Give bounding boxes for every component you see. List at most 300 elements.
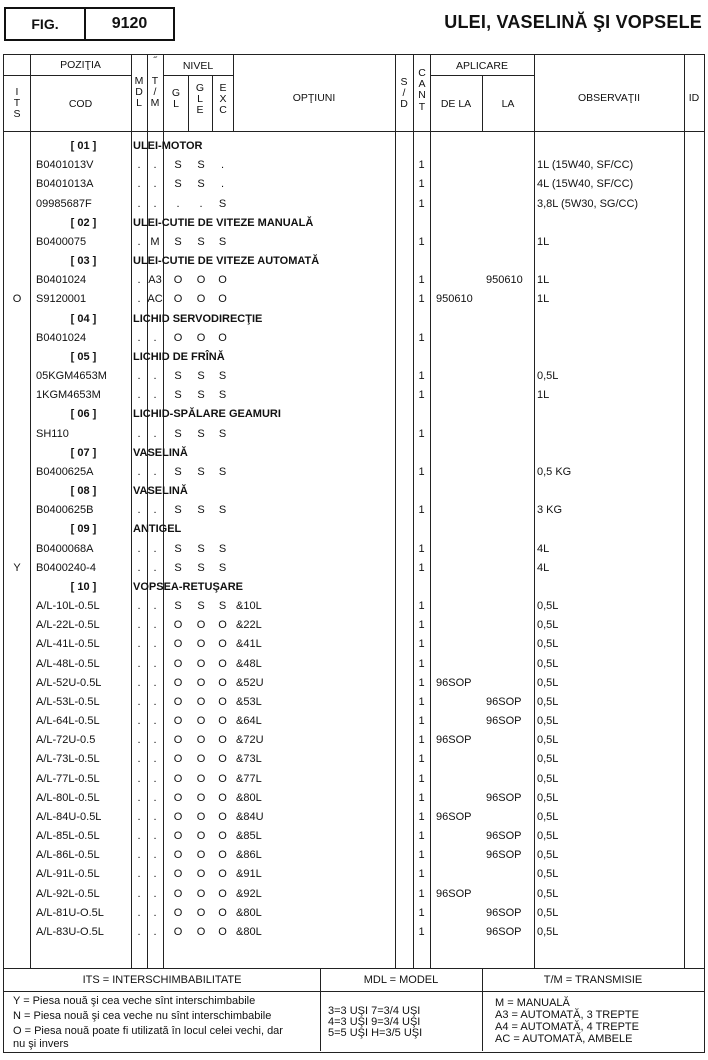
cell-cant: 1	[418, 849, 425, 862]
its-legend-line: Y = Piesa nouă şi cea veche sînt interschimbabile	[13, 995, 256, 1007]
cell-exc: S	[218, 370, 227, 383]
cell-gle: .	[199, 197, 203, 210]
cell-exc: S	[218, 389, 227, 402]
cell-from: 96SOP	[436, 810, 472, 823]
cell-tm: .	[153, 178, 157, 191]
cell-obs: 0,5L	[537, 810, 559, 823]
cell-mdl: .	[137, 791, 141, 804]
cell-obs: 4L	[537, 561, 550, 574]
cell-code: A/L-92L-0.5L	[36, 887, 100, 900]
cell-mdl: .	[137, 676, 141, 689]
cell-obs: 0,5L	[537, 370, 559, 383]
cell-exc: O	[218, 676, 227, 689]
cell-code: B0401013A	[36, 178, 94, 191]
cell-gle: O	[196, 868, 206, 881]
cell-exc: O	[218, 734, 227, 747]
cell-gl: O	[173, 638, 183, 651]
cell-obs: 0,5L	[537, 868, 559, 881]
cell-obs: 0,5L	[537, 887, 559, 900]
cell-opt: &22L	[236, 619, 262, 632]
cell-opt: &84U	[236, 810, 264, 823]
header-cod: COD	[68, 98, 93, 110]
cell-its: O	[12, 293, 22, 306]
cell-exc: O	[218, 810, 227, 823]
header-aplicare: APLICARE	[456, 60, 508, 72]
header-exc: E X C	[219, 82, 227, 117]
cell-code: S9120001	[36, 293, 87, 306]
cell-exc: S	[218, 504, 227, 517]
cell-exc: S	[218, 427, 227, 440]
cell-code: B0401013V	[36, 159, 94, 172]
cell-code: A/L-48L-0.5L	[36, 657, 100, 670]
cell-gle: S	[197, 600, 205, 613]
cell-gle: O	[196, 331, 206, 344]
cell-obs: 0,5L	[537, 657, 559, 670]
cell-gl: .	[176, 197, 180, 210]
cell-exc: O	[218, 906, 227, 919]
cell-exc: S	[218, 197, 227, 210]
cell-opt: &77L	[236, 772, 262, 785]
cell-opt: &10L	[236, 600, 262, 613]
cell-gle: O	[196, 791, 206, 804]
cell-gl: S	[174, 178, 182, 191]
section-code: [ 10 ]	[70, 580, 97, 593]
section-title: ULEI-MOTOR	[133, 140, 203, 152]
cell-code: A/L-53L-0.5L	[36, 695, 100, 708]
cell-code: A/L-52U-0.5L	[36, 676, 102, 689]
cell-tm: .	[153, 331, 157, 344]
cell-gle: O	[196, 619, 206, 632]
cell-cant: 1	[418, 197, 425, 210]
cell-obs: 0,5L	[537, 676, 559, 689]
cell-to: 96SOP	[486, 791, 522, 804]
cell-obs: 1L	[537, 389, 550, 402]
cell-tm: .	[153, 389, 157, 402]
cell-tm: .	[153, 657, 157, 670]
cell-mdl: .	[137, 600, 141, 613]
header-nivel: NIVEL	[182, 60, 214, 72]
header-cant: C A N T	[418, 67, 426, 113]
cell-opt: &92L	[236, 887, 262, 900]
cell-gl: S	[174, 389, 182, 402]
cell-mdl: .	[137, 504, 141, 517]
cell-code: 1KGM4653M	[36, 389, 101, 402]
header-tm: T / M	[150, 75, 160, 110]
cell-obs: 0,5L	[537, 772, 559, 785]
cell-cant: 1	[418, 159, 425, 172]
cell-tm: .	[153, 600, 157, 613]
cell-gle: O	[196, 830, 206, 843]
cell-gle: S	[197, 542, 205, 555]
cell-exc: S	[218, 561, 227, 574]
section-code: [ 09 ]	[70, 523, 97, 536]
cell-tm: .	[153, 638, 157, 651]
cell-to: 96SOP	[486, 715, 522, 728]
section-code: [ 02 ]	[70, 216, 97, 229]
cell-mdl: .	[137, 657, 141, 670]
cell-tm: .	[153, 676, 157, 689]
cell-code: A/L-72U-0.5	[36, 734, 96, 747]
section-title: LICHID DE FRÎNĂ	[133, 350, 225, 363]
cell-cant: 1	[418, 178, 425, 191]
cell-code: A/L-77L-0.5L	[36, 772, 100, 785]
cell-cant: 1	[418, 235, 425, 248]
cell-mdl: .	[137, 561, 141, 574]
header-gl: G L	[171, 87, 181, 111]
cell-exc: S	[218, 542, 227, 555]
cell-code: B0400625B	[36, 504, 94, 517]
cell-cant: 1	[418, 734, 425, 747]
mdl-legend-line: 4=3 UŞI 9=3/4 UŞI	[328, 1016, 421, 1028]
its-legend-line: N = Piesa nouă şi cea veche nu sînt interschimbabile	[13, 1010, 272, 1022]
cell-code: A/L-83U-O.5L	[36, 925, 104, 938]
cell-cant: 1	[418, 619, 425, 632]
cell-obs: 4L (15W40, SF/CC)	[537, 178, 634, 191]
cell-obs: 1L	[537, 235, 550, 248]
cell-cant: 1	[418, 465, 425, 478]
section-title: ANTIGEL	[133, 523, 182, 536]
cell-gl: O	[173, 830, 183, 843]
cell-tm: .	[153, 465, 157, 478]
cell-gl: O	[173, 676, 183, 689]
cell-mdl: .	[137, 753, 141, 766]
cell-obs: 0,5L	[537, 791, 559, 804]
cell-gl: O	[173, 657, 183, 670]
cell-mdl: .	[137, 293, 141, 306]
cell-from: 96SOP	[436, 887, 472, 900]
header-id: ID	[688, 92, 700, 104]
cell-obs: 0,5L	[537, 830, 559, 843]
cell-gle: S	[197, 159, 205, 172]
cell-tm: AC	[147, 293, 163, 306]
cell-to: 96SOP	[486, 849, 522, 862]
cell-mdl: .	[137, 715, 141, 728]
header-optiuni: OPŢIUNI	[292, 92, 336, 104]
cell-gl: O	[173, 331, 183, 344]
cell-mdl: .	[137, 389, 141, 402]
mdl-legend-title: MDL = MODEL	[363, 974, 439, 986]
cell-gl: O	[173, 887, 183, 900]
cell-gl: S	[174, 159, 182, 172]
cell-gl: S	[174, 504, 182, 517]
cell-gl: O	[173, 906, 183, 919]
cell-cant: 1	[418, 427, 425, 440]
cell-tm: .	[153, 753, 157, 766]
cell-tm: .	[153, 619, 157, 632]
cell-tm: .	[153, 542, 157, 555]
cell-mdl: .	[137, 235, 141, 248]
cell-code: A/L-91L-0.5L	[36, 868, 100, 881]
cell-opt: &80L	[236, 925, 262, 938]
cell-code: B0400240-4	[36, 561, 96, 574]
cell-mdl: .	[137, 830, 141, 843]
cell-exc: O	[218, 887, 227, 900]
cell-tm: .	[153, 887, 157, 900]
header-de-la: DE LA	[440, 98, 472, 110]
cell-gle: S	[197, 178, 205, 191]
cell-mdl: .	[137, 638, 141, 651]
cell-tm: .	[153, 504, 157, 517]
section-code: [ 06 ]	[70, 408, 97, 421]
cell-code: B0401024	[36, 331, 87, 344]
cell-obs: 0,5 KG	[537, 465, 572, 478]
cell-mdl: .	[137, 542, 141, 555]
cell-tm: .	[153, 715, 157, 728]
cell-cant: 1	[418, 791, 425, 804]
cell-obs: 0,5L	[537, 849, 559, 862]
cell-gle: S	[197, 370, 205, 383]
cell-cant: 1	[418, 542, 425, 555]
cell-gle: S	[197, 465, 205, 478]
cell-opt: &85L	[236, 830, 262, 843]
cell-tm: .	[153, 906, 157, 919]
cell-exc: O	[218, 657, 227, 670]
cell-mdl: .	[137, 465, 141, 478]
cell-gl: O	[173, 849, 183, 862]
cell-gle: S	[197, 427, 205, 440]
cell-code: A/L-80L-0.5L	[36, 791, 100, 804]
cell-gle: O	[196, 293, 206, 306]
cell-cant: 1	[418, 561, 425, 574]
header-its: I T S	[13, 86, 21, 121]
cell-tm: .	[153, 370, 157, 383]
section-code: [ 05 ]	[70, 350, 97, 363]
its-legend-line: nu şi invers	[13, 1038, 69, 1050]
cell-exc: O	[218, 695, 227, 708]
cell-exc: O	[218, 638, 227, 651]
cell-opt: &86L	[236, 849, 262, 862]
cell-gl: O	[173, 753, 183, 766]
cell-mdl: .	[137, 197, 141, 210]
cell-code: A/L-86L-0.5L	[36, 849, 100, 862]
cell-mdl: .	[137, 695, 141, 708]
cell-gle: O	[196, 657, 206, 670]
tm-legend-title: T/M = TRANSMISIE	[543, 974, 643, 986]
cell-tm: M	[150, 235, 160, 248]
cell-tm: .	[153, 849, 157, 862]
cell-cant: 1	[418, 772, 425, 785]
cell-obs: 0,5L	[537, 600, 559, 613]
cell-gl: S	[174, 542, 182, 555]
cell-gl: O	[173, 868, 183, 881]
cell-obs: 0,5L	[537, 925, 559, 938]
cell-cant: 1	[418, 370, 425, 383]
cell-from: 96SOP	[436, 734, 472, 747]
section-code: [ 08 ]	[70, 485, 97, 498]
section-code: [ 07 ]	[70, 446, 97, 459]
cell-mdl: .	[137, 906, 141, 919]
section-title: LICHID SERVODIRECŢIE	[133, 312, 263, 325]
cell-mdl: .	[137, 849, 141, 862]
cell-gle: S	[197, 389, 205, 402]
cell-mdl: .	[137, 331, 141, 344]
section-title: VOPSEA-RETUŞARE	[133, 580, 244, 593]
cell-code: 09985687F	[36, 197, 92, 210]
cell-exc: O	[218, 619, 227, 632]
cell-cant: 1	[418, 695, 425, 708]
cell-gl: O	[173, 715, 183, 728]
header-sd: S / D	[400, 76, 408, 111]
cell-opt: &41L	[236, 638, 262, 651]
cell-exc: O	[218, 715, 227, 728]
cell-tm: .	[153, 830, 157, 843]
cell-gl: O	[173, 810, 183, 823]
cell-exc: O	[218, 791, 227, 804]
cell-gl: O	[173, 695, 183, 708]
cell-exc: S	[218, 235, 227, 248]
cell-gle: O	[196, 638, 206, 651]
cell-tm: .	[153, 159, 157, 172]
cell-obs: 0,5L	[537, 638, 559, 651]
header-la: LA	[501, 98, 515, 110]
section-title: ULEI-CUTIE DE VITEZE AUTOMATĂ	[133, 255, 320, 268]
cell-exc: .	[220, 159, 225, 172]
cell-gl: O	[173, 791, 183, 804]
cell-gle: O	[196, 906, 206, 919]
cell-obs: 0,5L	[537, 734, 559, 747]
cell-gl: O	[173, 293, 183, 306]
cell-gl: S	[174, 465, 182, 478]
tm-legend-line: M = MANUALĂ	[495, 997, 570, 1009]
cell-exc: O	[218, 925, 227, 938]
cell-mdl: .	[137, 427, 141, 440]
cell-obs: 0,5L	[537, 753, 559, 766]
cell-obs: 0,5L	[537, 715, 559, 728]
cell-gle: S	[197, 504, 205, 517]
section-code: [ 03 ]	[70, 255, 97, 268]
cell-gl: S	[174, 370, 182, 383]
cell-gle: O	[196, 753, 206, 766]
tm-legend-line: A3 = AUTOMATĂ, 3 TREPTE	[495, 1009, 639, 1021]
header-tm-mark: ˝	[153, 55, 157, 67]
cell-gl: S	[174, 427, 182, 440]
cell-gle: O	[196, 772, 206, 785]
cell-from: 96SOP	[436, 676, 472, 689]
cell-tm: .	[153, 791, 157, 804]
cell-opt: &73L	[236, 753, 262, 766]
cell-cant: 1	[418, 925, 425, 938]
cell-obs: 1L (15W40, SF/CC)	[537, 159, 634, 172]
cell-opt: &91L	[236, 868, 262, 881]
mdl-legend-line: 5=5 UŞI H=3/5 UŞI	[328, 1027, 423, 1039]
cell-to: 96SOP	[486, 830, 522, 843]
cell-code: A/L-10L-0.5L	[36, 600, 100, 613]
cell-mdl: .	[137, 159, 141, 172]
cell-cant: 1	[418, 887, 425, 900]
cell-gl: O	[173, 619, 183, 632]
cell-exc: S	[218, 465, 227, 478]
cell-code: B0401024	[36, 274, 87, 287]
cell-opt: &80L	[236, 906, 262, 919]
cell-mdl: .	[137, 619, 141, 632]
section-title: LICHID-SPĂLARE GEAMURI	[133, 408, 281, 421]
cell-cant: 1	[418, 331, 425, 344]
cell-code: B0400075	[36, 235, 87, 248]
cell-gle: O	[196, 810, 206, 823]
cell-obs: 0,5L	[537, 906, 559, 919]
cell-cant: 1	[418, 504, 425, 517]
cell-gl: O	[173, 772, 183, 785]
cell-to: 96SOP	[486, 695, 522, 708]
cell-opt: &80L	[236, 791, 262, 804]
header-observatii: OBSERVAŢII	[577, 92, 641, 104]
cell-code: A/L-73L-0.5L	[36, 753, 100, 766]
cell-mdl: .	[137, 178, 141, 191]
cell-code: A/L-64L-0.5L	[36, 715, 100, 728]
cell-gle: S	[197, 235, 205, 248]
its-legend-line: O = Piesa nouă poate fi utilizată în locul celei vechi, dar	[13, 1025, 283, 1037]
cell-opt: &72U	[236, 734, 264, 747]
cell-cant: 1	[418, 676, 425, 689]
tm-legend-line: AC = AUTOMATĂ, AMBELE	[495, 1033, 633, 1045]
cell-mdl: .	[137, 734, 141, 747]
cell-gle: O	[196, 715, 206, 728]
cell-exc: O	[218, 830, 227, 843]
page-title: ULEI, VASELINĂ ŞI VOPSELE	[444, 12, 702, 32]
cell-obs: 0,5L	[537, 619, 559, 632]
cell-gle: O	[196, 734, 206, 747]
cell-gle: O	[196, 849, 206, 862]
cell-mdl: .	[137, 925, 141, 938]
cell-cant: 1	[418, 657, 425, 670]
cell-opt: &48L	[236, 657, 262, 670]
cell-obs: 3,8L (5W30, SG/CC)	[537, 197, 639, 210]
cell-exc: O	[218, 293, 227, 306]
cell-cant: 1	[418, 274, 425, 287]
header-mdl: M D L	[134, 75, 144, 110]
cell-gle: O	[196, 887, 206, 900]
cell-tm: .	[153, 427, 157, 440]
cell-code: SH110	[36, 427, 69, 440]
cell-to: 96SOP	[486, 906, 522, 919]
cell-cant: 1	[418, 638, 425, 651]
mdl-legend-line: 3=3 UŞI 7=3/4 UŞI	[328, 1005, 421, 1017]
cell-exc: S	[218, 600, 227, 613]
cell-exc: O	[218, 753, 227, 766]
cell-exc: O	[218, 772, 227, 785]
header-pozitia: POZIŢIA	[60, 59, 101, 71]
cell-tm: .	[153, 695, 157, 708]
section-code: [ 04 ]	[70, 312, 97, 325]
cell-cant: 1	[418, 810, 425, 823]
tm-legend-line: A4 = AUTOMATĂ, 4 TREPTE	[495, 1021, 639, 1033]
parts-table	[3, 54, 705, 969]
cell-mdl: .	[137, 370, 141, 383]
cell-gl: S	[174, 235, 182, 248]
cell-code: A/L-85L-0.5L	[36, 830, 100, 843]
cell-mdl: .	[137, 868, 141, 881]
cell-code: A/L-41L-0.5L	[36, 638, 100, 651]
cell-code: 05KGM4653M	[36, 370, 107, 383]
cell-code: A/L-84U-0.5L	[36, 810, 102, 823]
cell-opt: &52U	[236, 676, 264, 689]
cell-its: Y	[13, 561, 21, 574]
cell-gl: O	[173, 274, 183, 287]
cell-opt: &64L	[236, 715, 262, 728]
cell-mdl: .	[137, 772, 141, 785]
cell-code: B0400068A	[36, 542, 94, 555]
cell-to: 950610	[486, 274, 523, 287]
fig-label: FIG.	[6, 9, 86, 39]
cell-obs: 1L	[537, 293, 550, 306]
cell-cant: 1	[418, 715, 425, 728]
cell-gl: S	[174, 561, 182, 574]
cell-cant: 1	[418, 753, 425, 766]
cell-gle: O	[196, 925, 206, 938]
cell-tm: .	[153, 197, 157, 210]
cell-mdl: .	[137, 810, 141, 823]
cell-cant: 1	[418, 293, 425, 306]
